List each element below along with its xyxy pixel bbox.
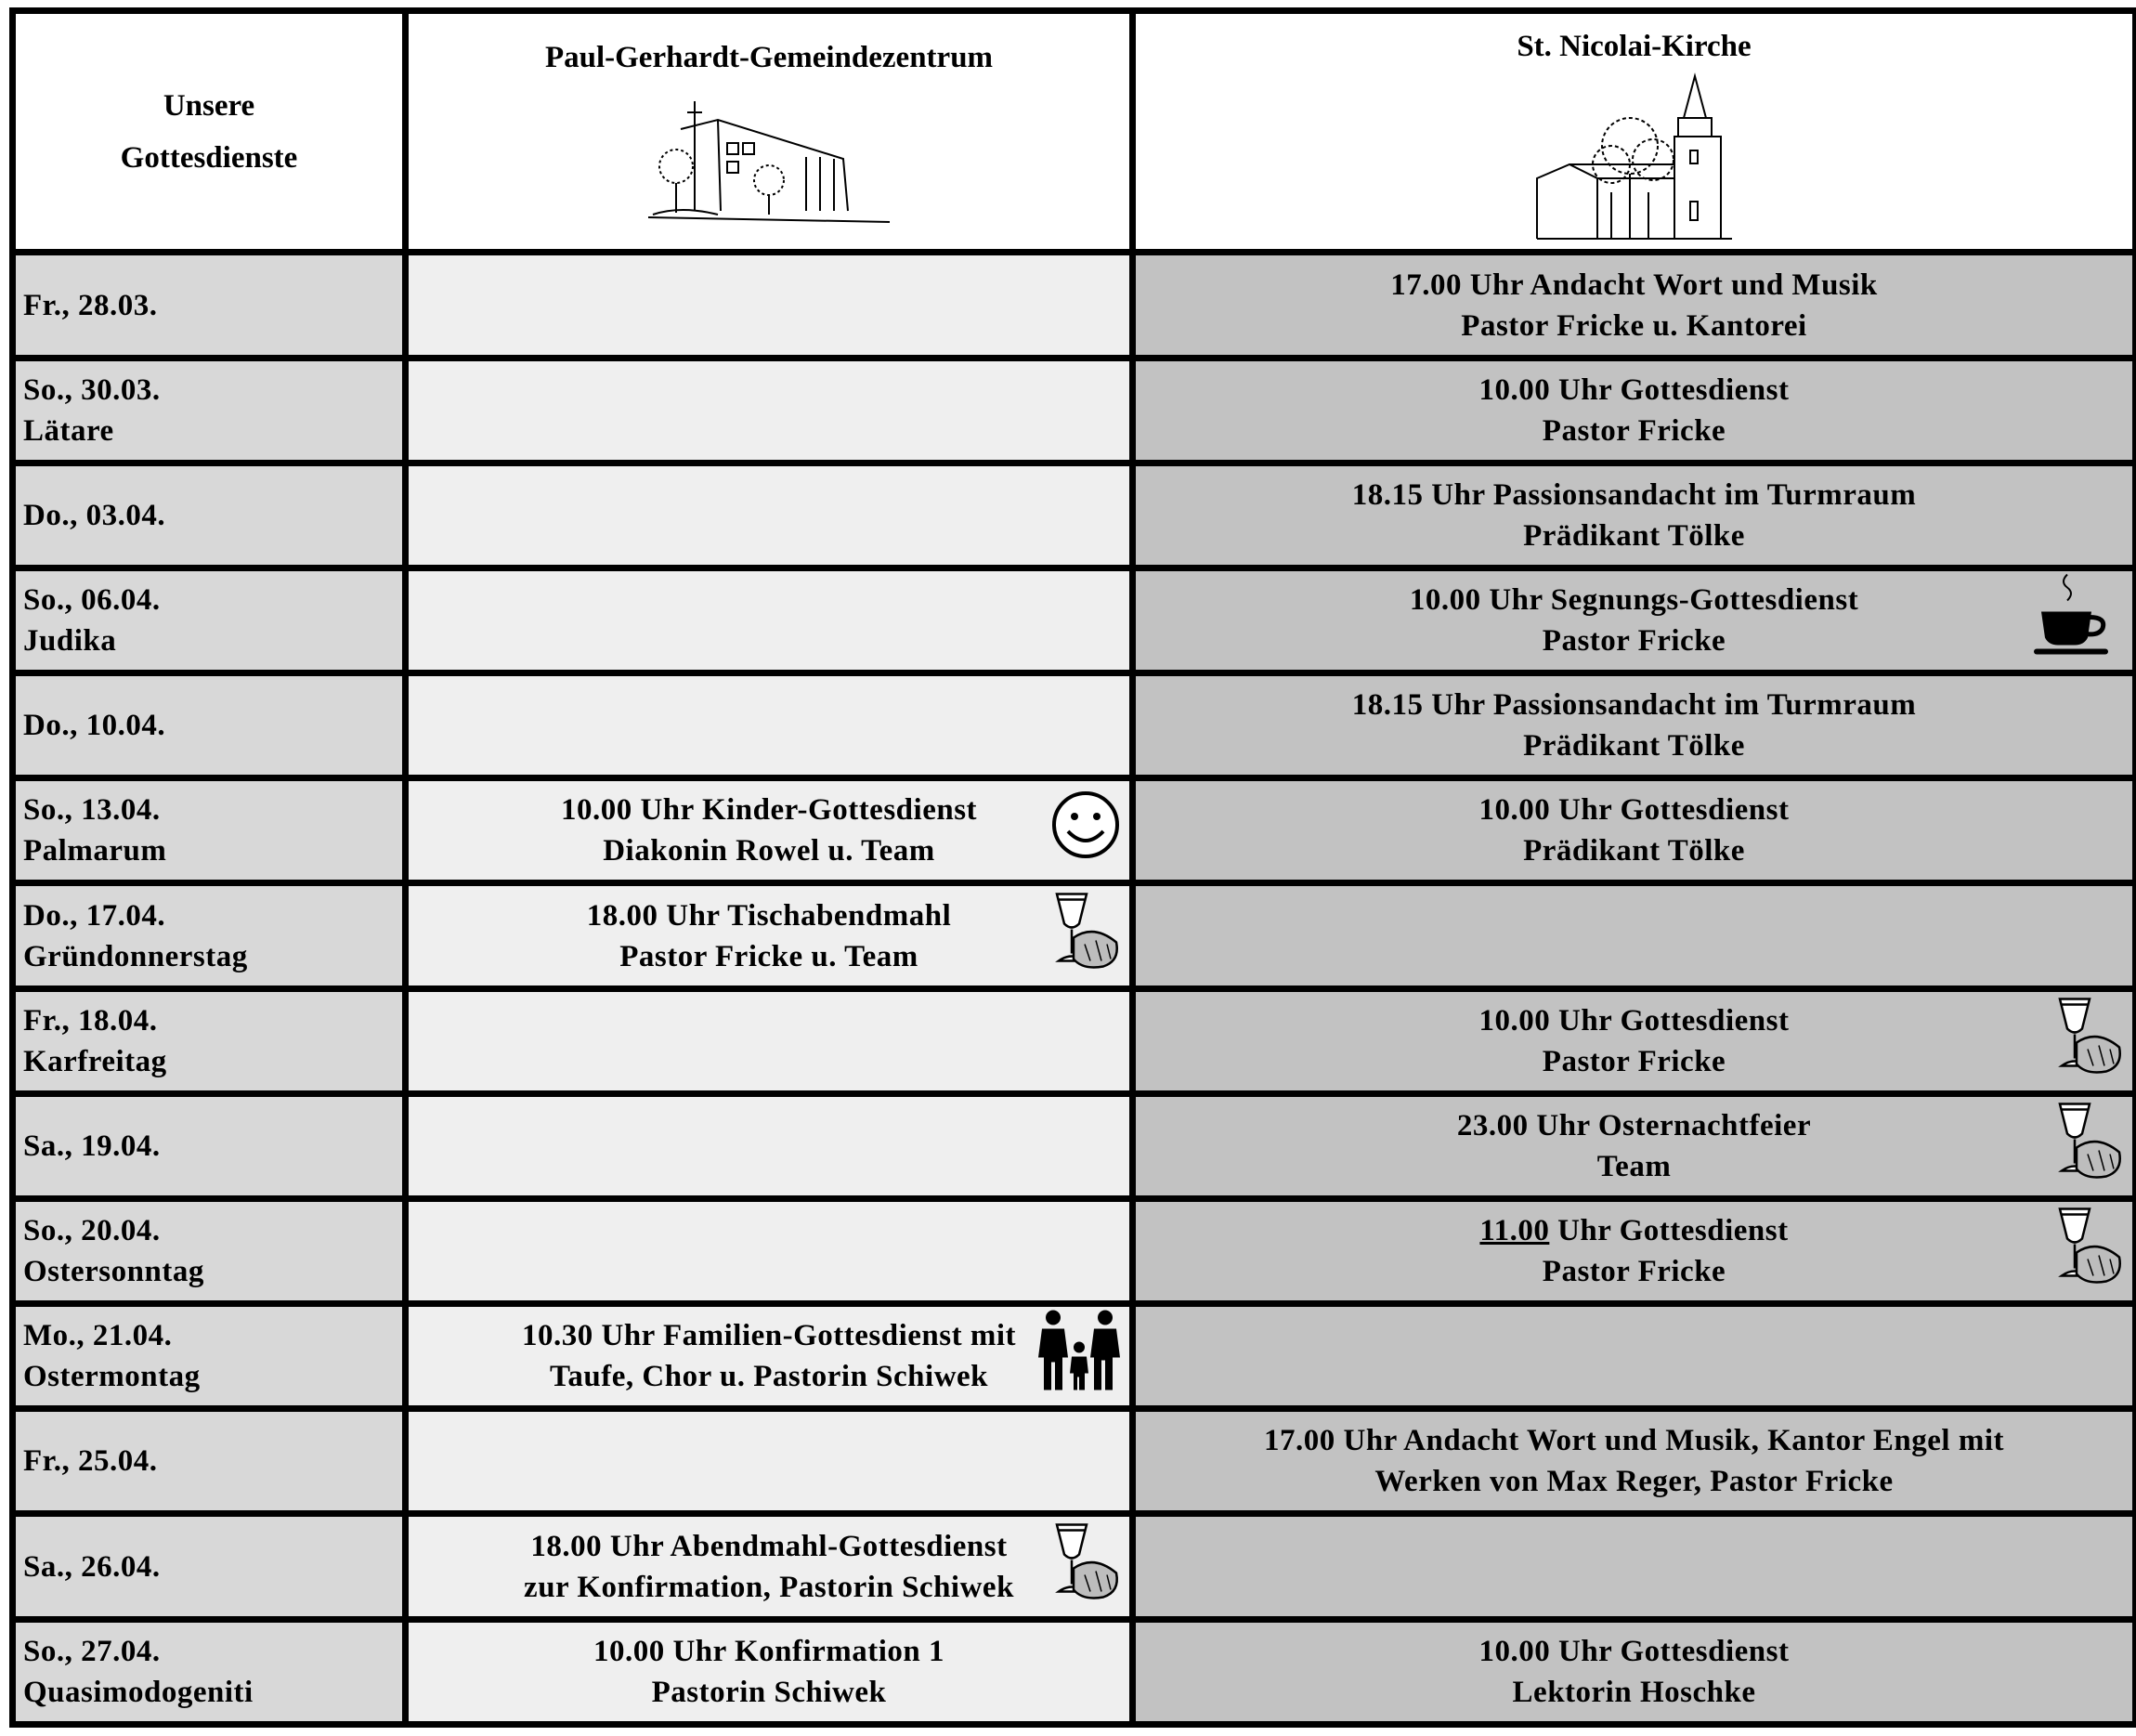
st-nicolai-service-line: Prädikant Tölke bbox=[1523, 729, 1745, 764]
paul-gerhardt-cell bbox=[406, 568, 1133, 672]
date-line: So., 13.04. bbox=[23, 793, 161, 828]
date-line: So., 30.03. bbox=[23, 372, 161, 407]
date-line: Do., 03.04. bbox=[23, 498, 166, 532]
st-nicolai-service-line: 10.00 Uhr Gottesdienst bbox=[1478, 1003, 1790, 1038]
date-cell bbox=[13, 1409, 406, 1514]
paul-gerhardt-cell bbox=[406, 778, 1133, 883]
header-services bbox=[13, 11, 406, 253]
paul-gerhardt-cell bbox=[406, 1304, 1133, 1409]
schedule-row bbox=[13, 883, 2136, 988]
changed-time: 11.00 bbox=[1479, 1214, 1550, 1248]
st-nicolai-service-line: 18.15 Uhr Passionsandacht im Turmraum bbox=[1351, 688, 1917, 723]
date-line: Ostermontag bbox=[23, 1360, 201, 1394]
st-nicolai-service-line: 23.00 Uhr Osternachtfeier bbox=[1456, 1108, 1812, 1142]
date-line: Fr., 28.03. bbox=[23, 288, 158, 322]
schedule-row bbox=[13, 1093, 2136, 1198]
date-line: Fr., 25.04. bbox=[23, 1444, 158, 1479]
date-line: Lätare bbox=[23, 413, 114, 448]
header-paul-gerhardt-title: Paul-Gerhardt-Gemeindezentrum bbox=[544, 41, 994, 75]
header-services-line2: Gottesdienste bbox=[120, 140, 298, 175]
chalice-bread-icon bbox=[2051, 991, 2125, 1090]
paul-gerhardt-cell bbox=[406, 1198, 1133, 1303]
date-line: So., 27.04. bbox=[23, 1634, 161, 1668]
st-nicolai-service-line bbox=[1136, 1210, 2132, 1251]
date-cell bbox=[13, 1619, 406, 1724]
paul-gerhardt-cell bbox=[406, 358, 1133, 463]
st-nicolai-cell bbox=[1133, 1619, 2136, 1724]
date-cell bbox=[13, 1514, 406, 1619]
date-cell bbox=[13, 358, 406, 463]
schedule-row bbox=[13, 778, 2136, 883]
date-cell bbox=[13, 1093, 406, 1198]
paul-gerhardt-service-line: zur Konfirmation, Pastorin Schiwek bbox=[524, 1570, 1014, 1604]
st-nicolai-service-line: Pastor Fricke bbox=[1542, 1044, 1726, 1078]
church-drawing-icon bbox=[1518, 72, 1751, 243]
schedule-row bbox=[13, 1514, 2136, 1619]
paul-gerhardt-cell bbox=[406, 1093, 1133, 1198]
schedule-table bbox=[9, 7, 2136, 1728]
date-cell bbox=[13, 568, 406, 672]
paul-gerhardt-service-line: Diakonin Rowel u. Team bbox=[603, 834, 935, 868]
st-nicolai-service-line: 10.00 Uhr Segnungs-Gottesdienst bbox=[1409, 583, 1859, 618]
paul-gerhardt-service-line: 18.00 Uhr Tischabendmahl bbox=[586, 898, 952, 933]
st-nicolai-cell bbox=[1133, 1514, 2136, 1619]
header-services-line1: Unsere bbox=[163, 88, 255, 123]
st-nicolai-service-line: 17.00 Uhr Andacht Wort und Musik bbox=[1390, 268, 1878, 302]
st-nicolai-service-line: Team bbox=[1596, 1149, 1672, 1183]
date-cell bbox=[13, 778, 406, 883]
st-nicolai-service-line: Pastor Fricke bbox=[1542, 1255, 1726, 1289]
paul-gerhardt-cell bbox=[406, 988, 1133, 1093]
date-line: Judika bbox=[23, 624, 117, 659]
date-cell bbox=[13, 463, 406, 568]
header-st-nicolai bbox=[1133, 11, 2136, 253]
date-line: Do., 17.04. bbox=[23, 898, 166, 933]
date-line: Sa., 19.04. bbox=[23, 1129, 161, 1163]
st-nicolai-cell bbox=[1133, 358, 2136, 463]
st-nicolai-cell bbox=[1133, 253, 2136, 358]
st-nicolai-service-line: Prädikant Tölke bbox=[1523, 518, 1745, 553]
date-cell bbox=[13, 1198, 406, 1303]
date-cell bbox=[13, 253, 406, 358]
service-text: Uhr Gottesdienst bbox=[1549, 1214, 1789, 1248]
paul-gerhardt-cell bbox=[406, 883, 1133, 988]
st-nicolai-cell bbox=[1133, 1409, 2136, 1514]
paul-gerhardt-cell bbox=[406, 1409, 1133, 1514]
date-line: Sa., 26.04. bbox=[23, 1549, 161, 1584]
schedule-row bbox=[13, 1198, 2136, 1303]
paul-gerhardt-service-line: Taufe, Chor u. Pastorin Schiwek bbox=[549, 1360, 989, 1394]
paul-gerhardt-cell bbox=[406, 253, 1133, 358]
date-cell bbox=[13, 988, 406, 1093]
date-cell bbox=[13, 883, 406, 988]
schedule-row bbox=[13, 1409, 2136, 1514]
st-nicolai-service-line: 10.00 Uhr Gottesdienst bbox=[1478, 1634, 1790, 1668]
st-nicolai-service-line: Pastor Fricke u. Kantorei bbox=[1461, 308, 1807, 343]
header-st-nicolai-title: St. Nicolai-Kirche bbox=[1517, 29, 1752, 63]
header-paul-gerhardt bbox=[406, 11, 1133, 253]
schedule-row bbox=[13, 568, 2136, 672]
paul-gerhardt-service-line: 10.30 Uhr Familien-Gottesdienst mit bbox=[521, 1319, 1016, 1353]
date-line: Quasimodogeniti bbox=[23, 1675, 254, 1709]
coffee-cup-icon bbox=[2034, 571, 2112, 671]
family-icon bbox=[1036, 1307, 1122, 1406]
schedule-row bbox=[13, 1304, 2136, 1409]
chalice-bread-icon bbox=[1048, 886, 1122, 985]
st-nicolai-cell bbox=[1133, 463, 2136, 568]
date-line: So., 06.04. bbox=[23, 583, 161, 618]
date-line: Palmarum bbox=[23, 834, 167, 868]
st-nicolai-cell bbox=[1133, 568, 2136, 672]
schedule-row bbox=[13, 1619, 2136, 1724]
date-line: Ostersonntag bbox=[23, 1255, 204, 1289]
community-center-drawing-icon bbox=[639, 92, 899, 231]
paul-gerhardt-service-line: 18.00 Uhr Abendmahl-Gottesdienst bbox=[530, 1529, 1008, 1563]
st-nicolai-service-line: Pastor Fricke bbox=[1542, 413, 1726, 448]
schedule-row bbox=[13, 463, 2136, 568]
service-schedule bbox=[9, 7, 2132, 1728]
schedule-row bbox=[13, 988, 2136, 1093]
st-nicolai-service-line: 10.00 Uhr Gottesdienst bbox=[1478, 793, 1790, 828]
st-nicolai-cell bbox=[1133, 1198, 2136, 1303]
st-nicolai-service-line: 10.00 Uhr Gottesdienst bbox=[1478, 372, 1790, 407]
st-nicolai-service-line: 17.00 Uhr Andacht Wort und Musik, Kantor Engel mit bbox=[1264, 1424, 2004, 1458]
st-nicolai-service-line: Prädikant Tölke bbox=[1523, 834, 1745, 868]
paul-gerhardt-service-line: Pastorin Schiwek bbox=[651, 1675, 887, 1709]
header-row bbox=[13, 11, 2136, 253]
smiley-icon bbox=[1049, 789, 1122, 872]
st-nicolai-cell bbox=[1133, 673, 2136, 778]
paul-gerhardt-service-line: 10.00 Uhr Konfirmation 1 bbox=[593, 1634, 945, 1668]
st-nicolai-service-line: Pastor Fricke bbox=[1542, 624, 1726, 659]
st-nicolai-service-line: 18.15 Uhr Passionsandacht im Turmraum bbox=[1351, 477, 1917, 512]
date-cell bbox=[13, 673, 406, 778]
chalice-bread-icon bbox=[1048, 1517, 1122, 1616]
date-cell bbox=[13, 1304, 406, 1409]
paul-gerhardt-cell bbox=[406, 463, 1133, 568]
paul-gerhardt-service-line: Pastor Fricke u. Team bbox=[619, 939, 918, 973]
st-nicolai-cell bbox=[1133, 988, 2136, 1093]
date-line: Mo., 21.04. bbox=[23, 1319, 173, 1353]
schedule-row bbox=[13, 358, 2136, 463]
date-line: Do., 10.04. bbox=[23, 709, 166, 743]
date-line: Karfreitag bbox=[23, 1044, 167, 1078]
st-nicolai-service-line: Werken von Max Reger, Pastor Fricke bbox=[1374, 1465, 1894, 1499]
st-nicolai-service-line: Lektorin Hoschke bbox=[1512, 1675, 1756, 1709]
paul-gerhardt-cell bbox=[406, 1514, 1133, 1619]
st-nicolai-cell bbox=[1133, 1093, 2136, 1198]
st-nicolai-cell bbox=[1133, 778, 2136, 883]
schedule-row bbox=[13, 253, 2136, 358]
st-nicolai-cell bbox=[1133, 883, 2136, 988]
date-line: So., 20.04. bbox=[23, 1214, 161, 1248]
date-line: Gründonnerstag bbox=[23, 939, 248, 973]
date-line: Fr., 18.04. bbox=[23, 1003, 158, 1038]
paul-gerhardt-service-line: 10.00 Uhr Kinder-Gottesdienst bbox=[560, 793, 978, 828]
chalice-bread-icon bbox=[2051, 1096, 2125, 1195]
schedule-row bbox=[13, 673, 2136, 778]
paul-gerhardt-cell bbox=[406, 673, 1133, 778]
paul-gerhardt-cell bbox=[406, 1619, 1133, 1724]
chalice-bread-icon bbox=[2051, 1202, 2125, 1301]
st-nicolai-cell bbox=[1133, 1304, 2136, 1409]
